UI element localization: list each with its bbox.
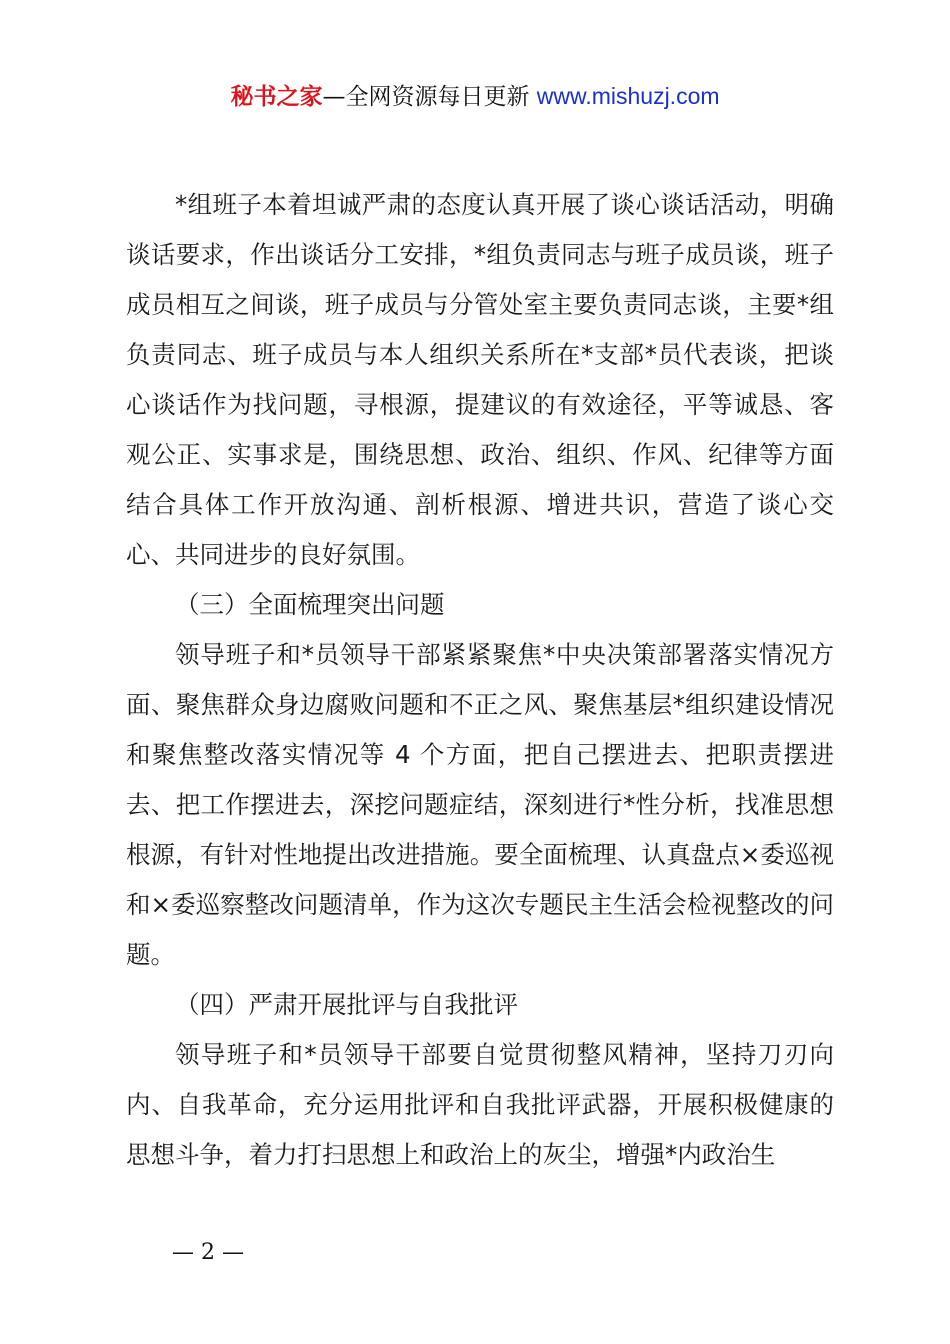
body-paragraph: 领导班子和*员领导干部紧紧聚焦*中央决策部署落实情况方面、聚焦群众身边腐败问题和不正之风、聚焦基层*组织建设情况和聚焦整改落实情况等 4 个方面，把自己摆进去、把职责摆进去、把工作摆进去，深挖问题症结，深刻进行*性分析，找准思想根源，有针对性地提出改进措施。要全面梳理、认真盘点×委巡视和×委巡察整改问题清单，作为这次专题民主生活会检视整改的问题。 <box>126 640 834 969</box>
site-brand: 秘书之家 <box>230 84 323 110</box>
section-heading: （三）全面梳理突出问题 <box>175 590 445 619</box>
site-header <box>0 78 950 115</box>
section-heading: （四）严肃开展批评与自我批评 <box>175 990 518 1019</box>
site-tagline: —全网资源每日更新 <box>322 84 530 110</box>
page-number: — 2 — <box>172 1240 244 1265</box>
site-url-link[interactable]: www.mishuzj.com <box>536 83 720 109</box>
document-body <box>126 180 834 1180</box>
body-paragraph: 领导班子和*员领导干部要自觉贯彻整风精神，坚持刀刃向内、自我革命，充分运用批评和自我批评武器，开展积极健康的思想斗争，着力打扫思想上和政治上的灰尘，增强*内政治生 <box>126 1040 834 1169</box>
body-paragraph: *组班子本着坦诚严肃的态度认真开展了谈心谈话活动，明确谈话要求，作出谈话分工安排，*组负责同志与班子成员谈，班子成员相互之间谈，班子成员与分管处室主要负责同志谈，主要*组负责同志、班子成员与本人组织关系所在*支部*员代表谈，把谈心谈话作为找问题，寻根源，提建议的有效途径，平等诚恳、客观公正、实事求是，围绕思想、政治、组织、作风、纪律等方面结合具体工作开放沟通、剖析根源、增进共识，营造了谈心交心、共同进步的良好氛围。 <box>126 190 834 569</box>
